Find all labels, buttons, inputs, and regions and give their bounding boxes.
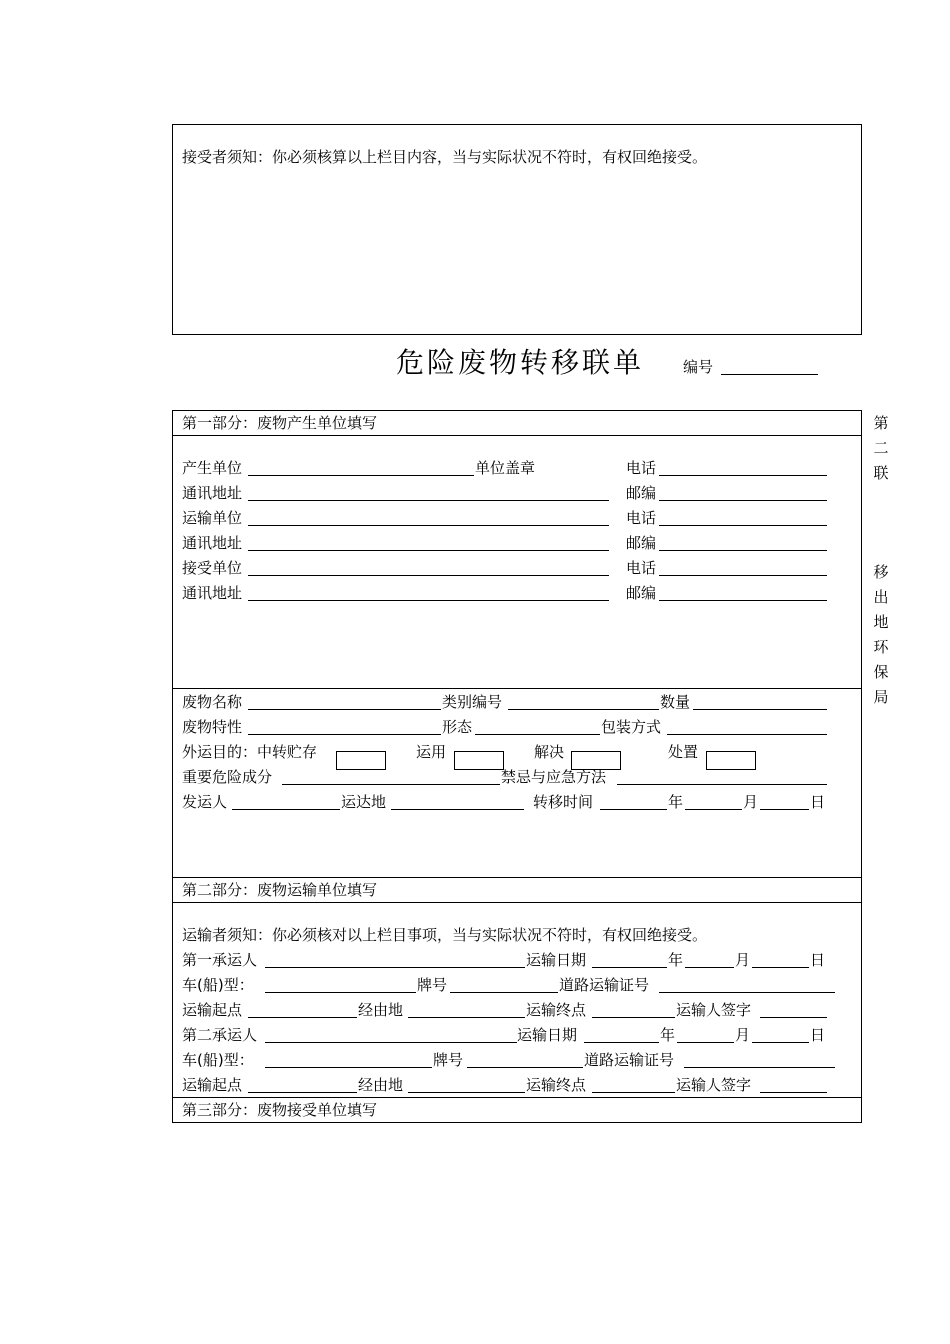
hazard-label: 重要危险成分 — [182, 768, 273, 786]
transport-date-label: 运输日期 — [526, 951, 587, 969]
carrier2-plate-field[interactable] — [467, 1067, 583, 1068]
carrier1-year-field[interactable] — [592, 967, 667, 968]
part2-header: 第二部分：废物运输单位填写 — [182, 881, 378, 899]
carrier2-start-field[interactable] — [248, 1092, 357, 1093]
transporter-field[interactable] — [248, 525, 609, 526]
carrier1-vehicle-field[interactable] — [265, 992, 416, 993]
transporter-notice: 运输者须知：你必须核对以上栏目事项，当与实际状况不符时，有权回绝接受。 — [182, 926, 708, 944]
producer-field[interactable] — [248, 475, 474, 476]
carrier1-start-field[interactable] — [248, 1017, 357, 1018]
address-label: 通讯地址 — [182, 534, 243, 552]
carrier2-vehicle-field[interactable] — [265, 1067, 432, 1068]
producer-label: 产生单位 — [182, 459, 243, 477]
carrier1-plate-field[interactable] — [450, 992, 558, 993]
month-label: 月 — [735, 1026, 751, 1044]
carrier1-month-field[interactable] — [685, 967, 734, 968]
quantity-field[interactable] — [693, 709, 827, 710]
packaging-field[interactable] — [667, 734, 827, 735]
transporter-postcode-field[interactable] — [659, 550, 827, 551]
vehicle-label: 车(船)型： — [182, 976, 254, 994]
carrier1-label: 第一承运人 — [182, 951, 258, 969]
carrier2-end-field[interactable] — [592, 1092, 675, 1093]
receiver-address-field[interactable] — [248, 600, 609, 601]
side-label-recipient: 移 出 地 环 保 局 — [873, 563, 889, 706]
carrier2-via-field[interactable] — [408, 1092, 525, 1093]
transfer-time-label: 转移时间 — [533, 793, 594, 811]
transfer-year-field[interactable] — [600, 809, 667, 810]
packaging-label: 包装方式 — [601, 718, 662, 736]
part3-header: 第三部分：废物接受单位填写 — [182, 1101, 378, 1119]
hazard-field[interactable] — [282, 784, 500, 785]
carrier2-day-field[interactable] — [752, 1042, 809, 1043]
address-label: 通讯地址 — [182, 584, 243, 602]
year-label: 年 — [668, 951, 684, 969]
postcode-label: 邮编 — [626, 584, 657, 602]
purpose-label: 外运目的：中转贮存 — [182, 743, 318, 761]
destination-field[interactable] — [391, 809, 524, 810]
address-label: 通讯地址 — [182, 484, 243, 502]
form-label: 形态 — [442, 718, 473, 736]
phone-label: 电话 — [626, 459, 657, 477]
carrier1-permit-field[interactable] — [659, 992, 835, 993]
signature-label: 运输人签字 — [676, 1076, 752, 1094]
resolve-label: 解决 — [534, 743, 565, 761]
side-label-copy: 第 二 联 — [873, 414, 889, 482]
waste-property-field[interactable] — [248, 734, 441, 735]
end-label: 运输终点 — [526, 1001, 587, 1019]
storage-checkbox[interactable] — [336, 751, 386, 770]
transporter-phone-field[interactable] — [659, 525, 827, 526]
carrier1-day-field[interactable] — [752, 967, 809, 968]
transport-date-label: 运输日期 — [517, 1026, 578, 1044]
part1-header: 第一部分：废物产生单位填写 — [182, 414, 378, 432]
postcode-label: 邮编 — [626, 484, 657, 502]
producer-postcode-field[interactable] — [659, 500, 827, 501]
serial-label: 编号 — [683, 358, 714, 376]
receiver-notice: 接受者须知：你必须核算以上栏目内容，当与实际状况不符时，有权回绝接受。 — [182, 148, 708, 166]
divider — [172, 877, 862, 878]
vehicle-label: 车(船)型： — [182, 1051, 254, 1069]
form-field[interactable] — [475, 734, 600, 735]
via-label: 经由地 — [358, 1076, 404, 1094]
signature-label: 运输人签字 — [676, 1001, 752, 1019]
shipper-field[interactable] — [232, 809, 340, 810]
dispose-label: 处置 — [668, 743, 699, 761]
via-label: 经由地 — [358, 1001, 404, 1019]
carrier2-year-field[interactable] — [584, 1042, 659, 1043]
taboo-field[interactable] — [617, 784, 827, 785]
carrier2-permit-field[interactable] — [684, 1067, 835, 1068]
divider — [172, 1097, 862, 1098]
start-label: 运输起点 — [182, 1076, 243, 1094]
transfer-day-field[interactable] — [760, 809, 809, 810]
carrier2-field[interactable] — [265, 1042, 517, 1043]
receiver-label: 接受单位 — [182, 559, 243, 577]
receiver-field[interactable] — [248, 575, 609, 576]
plate-label: 牌号 — [417, 976, 448, 994]
carrier2-label: 第二承运人 — [182, 1026, 258, 1044]
postcode-label: 邮编 — [626, 534, 657, 552]
shipper-label: 发运人 — [182, 793, 228, 811]
category-code-field[interactable] — [508, 709, 659, 710]
taboo-label: 禁忌与应急方法 — [501, 768, 607, 786]
carrier1-field[interactable] — [265, 967, 525, 968]
use-checkbox[interactable] — [454, 751, 504, 770]
dispose-checkbox[interactable] — [706, 751, 756, 770]
waste-name-field[interactable] — [248, 709, 441, 710]
plate-label: 牌号 — [433, 1051, 464, 1069]
divider — [172, 435, 862, 436]
receiver-postcode-field[interactable] — [659, 600, 827, 601]
destination-label: 运达地 — [341, 793, 387, 811]
year-label: 年 — [660, 1026, 676, 1044]
seal-label: 单位盖章 — [475, 459, 536, 477]
month-label: 月 — [743, 793, 759, 811]
carrier2-month-field[interactable] — [677, 1042, 734, 1043]
transfer-month-field[interactable] — [685, 809, 742, 810]
divider — [172, 902, 862, 903]
transporter-address-field[interactable] — [248, 550, 609, 551]
carrier2-signature-field[interactable] — [760, 1092, 827, 1093]
phone-label: 电话 — [626, 509, 657, 527]
month-label: 月 — [735, 951, 751, 969]
carrier1-signature-field[interactable] — [760, 1017, 827, 1018]
quantity-label: 数量 — [660, 693, 691, 711]
phone-label: 电话 — [626, 559, 657, 577]
start-label: 运输起点 — [182, 1001, 243, 1019]
carrier1-end-field[interactable] — [592, 1017, 675, 1018]
producer-phone-field[interactable] — [659, 475, 827, 476]
transporter-label: 运输单位 — [182, 509, 243, 527]
divider — [172, 688, 862, 689]
form-title: 危险废物转移联单 — [396, 346, 645, 379]
year-label: 年 — [668, 793, 684, 811]
carrier1-via-field[interactable] — [408, 1017, 525, 1018]
end-label: 运输终点 — [526, 1076, 587, 1094]
waste-property-label: 废物特性 — [182, 718, 243, 736]
day-label: 日 — [810, 1026, 826, 1044]
receiver-phone-field[interactable] — [659, 575, 827, 576]
serial-field[interactable] — [721, 374, 818, 375]
day-label: 日 — [810, 951, 826, 969]
road-permit-label: 道路运输证号 — [559, 976, 650, 994]
producer-address-field[interactable] — [248, 500, 609, 501]
waste-name-label: 废物名称 — [182, 693, 243, 711]
category-code-label: 类别编号 — [442, 693, 503, 711]
day-label: 日 — [810, 793, 826, 811]
use-label: 运用 — [416, 743, 447, 761]
road-permit-label: 道路运输证号 — [584, 1051, 675, 1069]
